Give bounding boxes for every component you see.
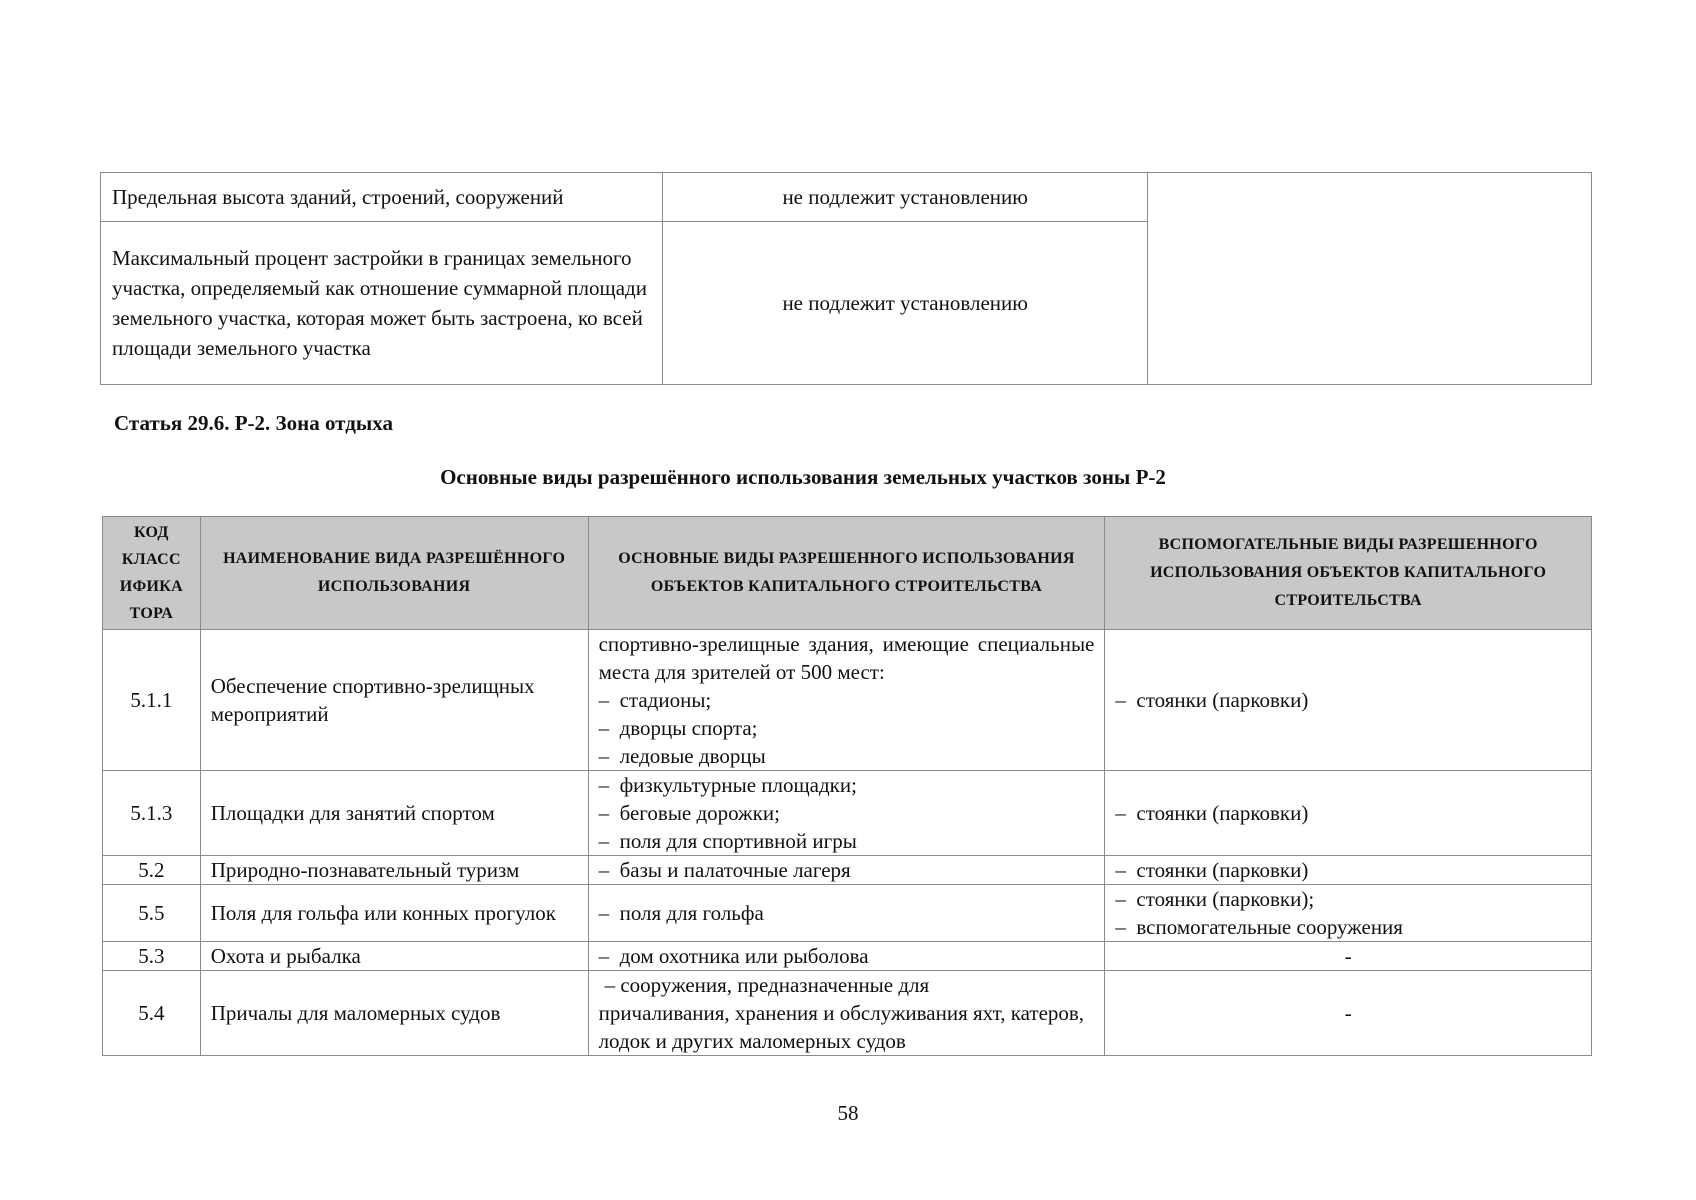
table-row: [103, 856, 1592, 885]
list-item: – беговые дорожки;: [599, 799, 1095, 827]
name-cell: Площадки для занятий спортом: [200, 771, 588, 856]
list-item: – базы и палаточные лагеря: [599, 856, 1095, 884]
main-uses-list: [599, 899, 1095, 927]
list-item: – стоянки (парковки): [1115, 856, 1581, 884]
table-row: [103, 630, 1592, 771]
article-title: Статья 29.6. Р-2. Зона отдыха: [114, 411, 393, 435]
header-row: [103, 517, 1592, 630]
name-cell: Охота и рыбалка: [200, 942, 588, 971]
header-aux-uses: ВСПОМОГАТЕЛЬНЫЕ ВИДЫ РАЗРЕШЕННОГО ИСПОЛЬЗОВАНИЯ ОБЪЕКТОВ КАПИТАЛЬНОГО СТРОИТЕЛЬСТВА: [1105, 517, 1592, 630]
list-item: – поля для гольфа: [599, 899, 1095, 927]
param-cell: Максимальный процент застройки в границах земельного участка, определяемый как отношение суммарной площади земельного участка, которая может быть застроена, ко всей площади земельного участка: [101, 222, 663, 385]
table-row: [101, 173, 1592, 222]
main-uses-list: [599, 942, 1095, 970]
table-title: [0, 462, 1696, 492]
list-item: – физкультурные площадки;: [599, 771, 1095, 799]
main-uses-list: [599, 686, 1095, 770]
aux-uses-list: [1115, 799, 1581, 827]
main-uses-cell: [588, 942, 1105, 971]
list-item: – стадионы;: [599, 686, 1095, 714]
parameters-table: [100, 172, 1592, 385]
main-uses-rest: причаливания, хранения и обслуживания яхт, катеров, лодок и других маломерных судов: [598, 1001, 1085, 1053]
main-uses-cell: [588, 771, 1105, 856]
header-main-uses: ОСНОВНЫЕ ВИДЫ РАЗРЕШЕННОГО ИСПОЛЬЗОВАНИЯ ОБЪЕКТОВ КАПИТАЛЬНОГО СТРОИТЕЛЬСТВА: [588, 517, 1105, 630]
name-cell: Природно-познавательный туризм: [200, 856, 588, 885]
value-cell: не подлежит установлению: [662, 173, 1147, 222]
table-row: [103, 885, 1592, 942]
param-cell: Предельная высота зданий, строений, сооружений: [101, 173, 663, 222]
main-uses-cell: [588, 630, 1105, 771]
main-uses-intro: спортивно-зрелищные здания, имеющие специальные места для зрителей от 500 мест:: [598, 632, 1095, 684]
list-item: – поля для спортивной игры: [599, 827, 1095, 855]
page-number: 58: [837, 1101, 859, 1125]
code-cell: 5.2: [103, 856, 201, 885]
code-cell: 5.1.1: [103, 630, 201, 771]
main-uses-lead: – сооружения, предназначенные для: [604, 973, 930, 997]
table-title-text: Основные виды разрешённого использования земельных участков зоны Р-2: [440, 465, 1166, 489]
name-cell: Поля для гольфа или конных прогулок: [200, 885, 588, 942]
header-name: НАИМЕНОВАНИЕ ВИДА РАЗРЕШЁННОГО ИСПОЛЬЗОВАНИЯ: [200, 517, 588, 630]
aux-uses-list: [1115, 856, 1581, 884]
aux-uses-cell: [1105, 771, 1592, 856]
list-item: – стоянки (парковки): [1115, 799, 1581, 827]
aux-uses-cell: [1105, 630, 1592, 771]
aux-uses-list: [1115, 686, 1581, 714]
aux-uses-cell: -: [1105, 971, 1592, 1056]
header-code: КОД КЛАСС ИФИКА ТОРА: [103, 517, 201, 630]
table-row: [103, 771, 1592, 856]
main-uses-cell: [588, 885, 1105, 942]
table-row: [103, 971, 1592, 1056]
code-cell: 5.1.3: [103, 771, 201, 856]
list-item: – ледовые дворцы: [599, 742, 1095, 770]
main-uses-cell: [588, 856, 1105, 885]
value-cell: не подлежит установлению: [662, 222, 1147, 385]
name-cell: Обеспечение спортивно-зрелищных мероприятий: [200, 630, 588, 771]
main-uses-cell: [588, 971, 1105, 1056]
list-item: – стоянки (парковки): [1115, 686, 1581, 714]
aux-uses-cell: [1105, 885, 1592, 942]
aux-uses-cell: -: [1105, 942, 1592, 971]
main-uses-list: [599, 771, 1095, 855]
permitted-use-table: [102, 516, 1592, 1056]
aux-uses-cell: [1105, 856, 1592, 885]
main-uses-list: [599, 856, 1095, 884]
code-cell: 5.4: [103, 971, 201, 1056]
list-item: – вспомогательные сооружения: [1115, 913, 1581, 941]
table-row: [103, 942, 1592, 971]
aux-uses-list: [1115, 885, 1581, 941]
list-item: – дворцы спорта;: [599, 714, 1095, 742]
list-item: – стоянки (парковки);: [1115, 885, 1581, 913]
list-item: – дом охотника или рыболова: [599, 942, 1095, 970]
name-cell: Причалы для маломерных судов: [200, 971, 588, 1056]
code-cell: 5.3: [103, 942, 201, 971]
code-cell: 5.5: [103, 885, 201, 942]
empty-cell: [1148, 173, 1592, 385]
